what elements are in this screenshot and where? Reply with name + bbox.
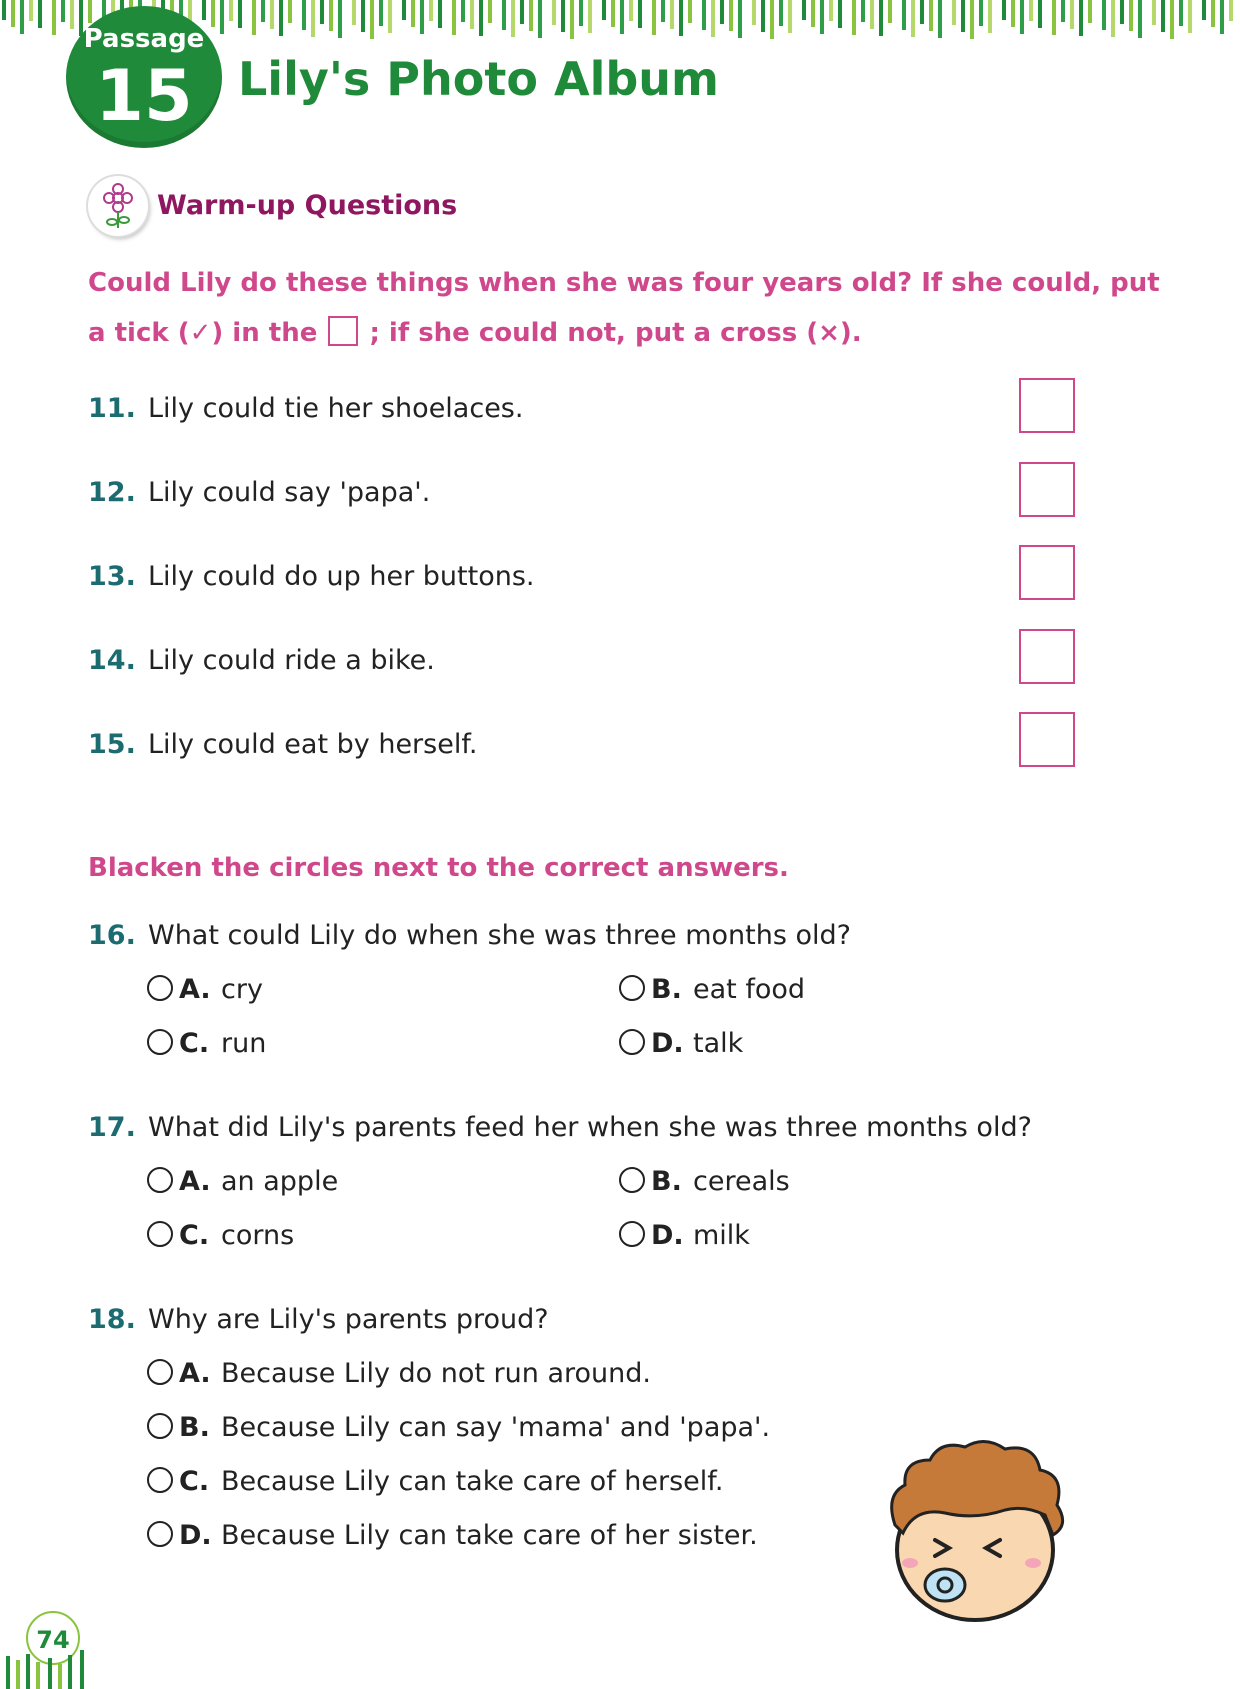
question-text: Lily could say 'papa'. [148,477,431,508]
question-15 [88,729,477,760]
option-text: Because Lily can say 'mama' and 'papa'. [221,1412,771,1443]
radio-circle[interactable] [619,1167,645,1193]
option-letter: B. [179,1412,210,1443]
page-title: Lily's Photo Album [238,52,719,106]
option-text: milk [693,1220,750,1251]
option-text: cry [221,974,263,1005]
option-letter: D. [651,1220,684,1251]
radio-circle[interactable] [147,1167,173,1193]
option-letter: B. [651,1166,682,1197]
question-text: Lily could eat by herself. [148,729,478,760]
question-number: 17. [88,1112,136,1143]
option-17c[interactable] [147,1220,294,1251]
question-number: 14. [88,645,136,676]
option-18b[interactable] [147,1412,770,1443]
passage-label: Passage [83,24,205,54]
radio-circle[interactable] [147,1413,173,1439]
option-letter: D. [651,1028,684,1059]
question-number: 12. [88,477,136,508]
option-text: Because Lily can take care of herself. [221,1466,724,1497]
option-text: run [221,1028,267,1059]
option-letter: A. [179,1358,211,1389]
question-text: What could Lily do when she was three months old? [148,920,852,951]
question-text: Lily could do up her buttons. [148,561,535,592]
passage-number: 15 [95,55,193,137]
option-text: an apple [221,1166,339,1197]
radio-circle[interactable] [619,1221,645,1247]
question-14 [88,645,435,676]
option-16d[interactable] [619,1028,743,1059]
radio-circle[interactable] [147,975,173,1001]
flower-icon [88,176,148,236]
tick-box-15[interactable] [1019,712,1075,767]
option-17a[interactable] [147,1166,338,1197]
option-letter: D. [179,1520,212,1551]
question-12 [88,477,430,508]
question-16 [88,920,851,951]
tick-box-13[interactable] [1019,545,1075,600]
instruction-blacken: Blacken the circles next to the correct answers. [88,853,789,883]
question-18 [88,1304,549,1335]
instruction-line-1: Could Lily do these things when she was four years old? If she could, put [88,268,1160,298]
option-text: Because Lily do not run around. [221,1358,651,1389]
instruction-line-2a: a tick (✓) in the [88,318,318,348]
question-number: 18. [88,1304,136,1335]
option-18c[interactable] [147,1466,723,1497]
question-number: 11. [88,393,136,424]
question-text: Lily could tie her shoelaces. [148,393,524,424]
option-17d[interactable] [619,1220,750,1251]
question-11 [88,393,523,424]
question-number: 16. [88,920,136,951]
option-16c[interactable] [147,1028,266,1059]
option-text: Because Lily can take care of her sister. [221,1520,758,1551]
radio-circle[interactable] [147,1359,173,1385]
question-17 [88,1112,1032,1143]
option-16a[interactable] [147,974,263,1005]
instruction-line-2 [88,316,862,348]
question-text: Lily could ride a bike. [148,645,435,676]
option-letter: A. [179,1166,211,1197]
radio-circle[interactable] [147,1029,173,1055]
option-letter: C. [179,1028,210,1059]
question-number: 15. [88,729,136,760]
radio-circle[interactable] [147,1221,173,1247]
tick-box-11[interactable] [1019,378,1075,433]
question-number: 13. [88,561,136,592]
baby-face-illustration [875,1435,1075,1625]
option-text: cereals [693,1166,790,1197]
question-13 [88,561,535,592]
option-18a[interactable] [147,1358,651,1389]
option-letter: C. [179,1466,210,1497]
passage-badge [66,6,222,148]
option-16b[interactable] [619,974,805,1005]
option-text: corns [221,1220,295,1251]
inline-box-icon [328,316,358,346]
instruction-line-2b: ; if she could not, put a cross (×). [369,318,862,348]
option-18d[interactable] [147,1520,758,1551]
option-text: eat food [693,974,806,1005]
question-text: What did Lily's parents feed her when she was three months old? [148,1112,1032,1143]
radio-circle[interactable] [619,975,645,1001]
footer-stripes [0,1650,100,1689]
radio-circle[interactable] [147,1521,173,1547]
radio-circle[interactable] [147,1467,173,1493]
question-text: Why are Lily's parents proud? [148,1304,549,1335]
tick-box-12[interactable] [1019,462,1075,517]
radio-circle[interactable] [619,1029,645,1055]
warmup-title: Warm-up Questions [157,190,458,221]
option-17b[interactable] [619,1166,790,1197]
tick-box-14[interactable] [1019,629,1075,684]
option-letter: C. [179,1220,210,1251]
page-number: 74 [26,1611,80,1665]
option-letter: B. [651,974,682,1005]
option-letter: A. [179,974,211,1005]
option-text: talk [693,1028,744,1059]
